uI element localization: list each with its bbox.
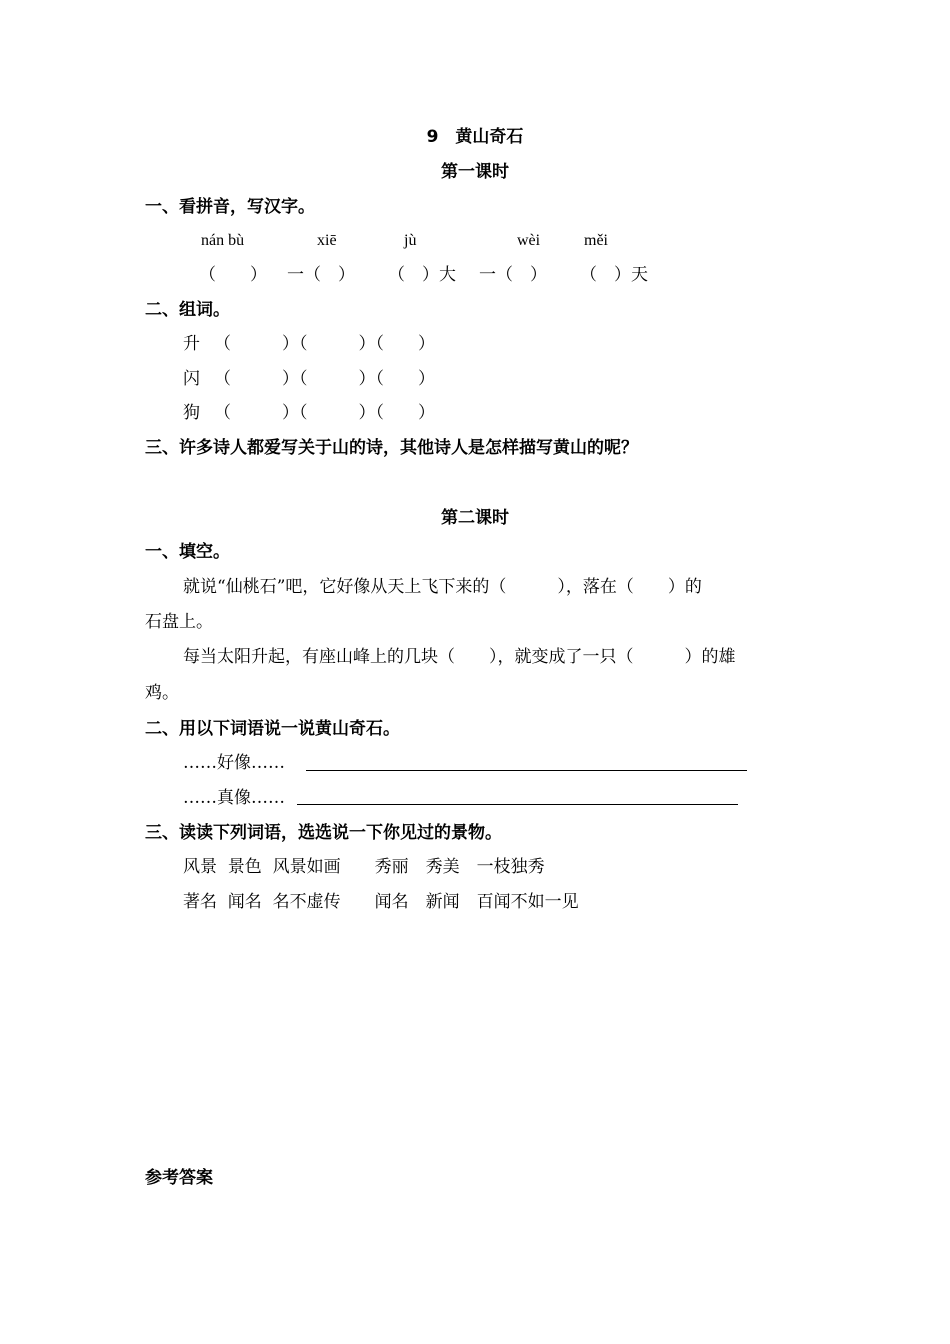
- vocab-row-1: 风景 景色 风景如画 秀丽 秀美 一枝独秀: [183, 857, 545, 877]
- fill-paragraph-1-line1: 就说“仙桃石”吧，它好像从天上飞下来的（ ），落在（ ）的: [183, 577, 702, 597]
- fill-paragraph-1-line2: 石盘上。: [145, 612, 213, 632]
- pinyin-blank-5[interactable]: （ ）天: [580, 265, 648, 285]
- l1-q1-title: 一、看拼音，写汉字。: [145, 197, 315, 217]
- phrase-haoxiang: ……好像……: [183, 753, 285, 773]
- word-blanks-3[interactable]: （ ）（ ）（ ）: [214, 403, 435, 423]
- pinyin-1: nán bù: [201, 232, 245, 249]
- fill-paragraph-2-line2: 鸡。: [145, 683, 179, 703]
- word-char-2: 闪: [183, 369, 200, 389]
- pinyin-blank-1[interactable]: （ ）: [199, 265, 267, 285]
- l2-q2-title: 二、用以下词语说一说黄山奇石。: [145, 719, 400, 739]
- answer-line-2[interactable]: [297, 804, 738, 805]
- lesson1-heading: 第一课时: [441, 162, 509, 182]
- pinyin-4: wèi: [517, 232, 541, 249]
- fill-paragraph-2-line1: 每当太阳升起，有座山峰上的几块（ ），就变成了一只（ ）的雄: [183, 647, 736, 667]
- l1-q3-title: 三、许多诗人都爱写关于山的诗，其他诗人是怎样描写黄山的呢？: [145, 438, 638, 458]
- answer-line-1[interactable]: [306, 770, 747, 771]
- answers-heading: 参考答案: [145, 1168, 213, 1188]
- word-blanks-1[interactable]: （ ）（ ）（ ）: [214, 334, 435, 354]
- pinyin-blank-3[interactable]: （ ）大: [388, 265, 456, 285]
- word-char-1: 升: [183, 334, 200, 354]
- pinyin-3: jù: [404, 232, 417, 249]
- pinyin-2: xiē: [317, 232, 337, 249]
- vocab-row-2: 著名 闻名 名不虚传 闻名 新闻 百闻不如一见: [183, 892, 579, 912]
- word-char-3: 狗: [183, 403, 200, 423]
- page-title: 9 黄山奇石: [426, 127, 524, 147]
- phrase-zhenxiang: ……真像……: [183, 788, 285, 808]
- pinyin-blank-4[interactable]: 一（ ）: [479, 265, 547, 285]
- l2-q3-title: 三、读读下列词语，选选说一下你见过的景物。: [145, 823, 502, 843]
- l1-q2-title: 二、组词。: [145, 300, 230, 320]
- word-blanks-2[interactable]: （ ）（ ）（ ）: [214, 369, 435, 389]
- pinyin-blank-2[interactable]: 一（ ）: [287, 265, 355, 285]
- l2-q1-title: 一、填空。: [145, 542, 230, 562]
- lesson2-heading: 第二课时: [441, 508, 509, 528]
- pinyin-5: měi: [584, 232, 608, 249]
